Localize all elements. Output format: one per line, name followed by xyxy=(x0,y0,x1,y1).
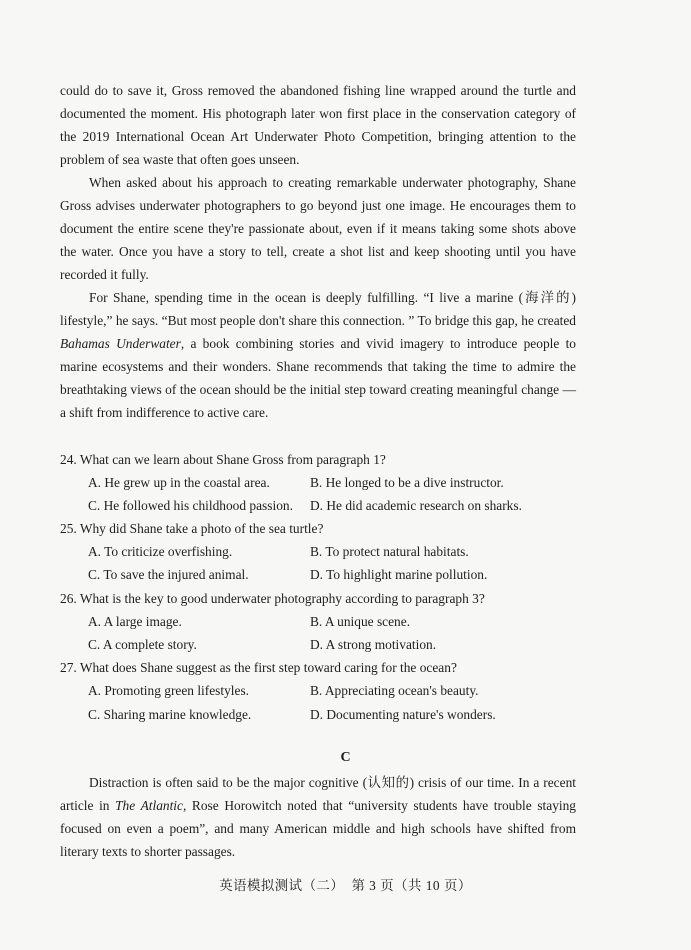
paragraph-3-text-1: For Shane, spending time in the ocean is deeply fulfilling. “I live a marine (海洋的) lifestyle,” he says. “But most people don't share this connection. ” To bridge this gap, he created xyxy=(60,290,576,328)
magazine-title: The Atlantic xyxy=(115,798,183,813)
question-24-stem: 24. What can we learn about Shane Gross from paragraph 1? xyxy=(60,452,386,467)
book-title: Bahamas Underwater xyxy=(60,336,181,351)
question-26-option-a[interactable]: A. A large image. xyxy=(88,614,182,629)
question-27-stem: 27. What does Shane suggest as the first step toward caring for the ocean? xyxy=(60,660,457,675)
section-c-heading: C xyxy=(340,750,351,765)
question-25-stem: 25. Why did Shane take a photo of the sea turtle? xyxy=(60,521,324,536)
question-25-option-b[interactable]: B. To protect natural habitats. xyxy=(310,544,469,559)
passage-b-paragraph-1: could do to save it, Gross removed the abandoned fishing line wrapped around the turtle and documented the moment. His photograph later won first place in the conservation category of the 2019 International Ocean Art Underwater Photo Competition, bringing attention to the problem of sea waste that often goes unseen. xyxy=(60,83,576,167)
question-26-option-b[interactable]: B. A unique scene. xyxy=(310,614,411,629)
passage-c-paragraph-1 xyxy=(60,771,576,863)
question-26-stem: 26. What is the key to good underwater photography according to paragraph 3? xyxy=(60,591,485,606)
question-24-option-b[interactable]: B. He longed to be a dive instructor. xyxy=(310,475,504,490)
question-25-option-c[interactable]: C. To save the injured animal. xyxy=(88,567,249,582)
question-25-option-d[interactable]: D. To highlight marine pollution. xyxy=(310,567,488,582)
passage-c-text-1: Distraction is often said to be the major cognitive (认知的) crisis of our time. In a recent article in xyxy=(60,775,576,813)
question-24-option-d[interactable]: D. He did academic research on sharks. xyxy=(310,498,522,513)
question-24-option-c[interactable]: C. He followed his childhood passion. xyxy=(88,498,293,513)
question-27-option-a[interactable]: A. Promoting green lifestyles. xyxy=(88,683,250,698)
question-27-option-d[interactable]: D. Documenting nature's wonders. xyxy=(310,707,496,722)
passage-c-text-2: , Rose Horowitch noted that “university students have trouble staying focused on even a poem”, and many American middle and high schools have shifted from literary texts to shorter passages. xyxy=(60,798,577,859)
passage-b-paragraph-2: When asked about his approach to creating remarkable underwater photography, Shane Gross advises underwater photographers to go beyond just one image. He encourages them to document the entire scene they're passionate about, even if it means taking some shots above the water. Once you have a story to tell, create a shot list and keep shooting until you have recorded it fully. xyxy=(60,175,576,282)
question-27-option-c[interactable]: C. Sharing marine knowledge. xyxy=(88,707,252,722)
question-25-option-a[interactable]: A. To criticize overfishing. xyxy=(88,544,233,559)
question-27-option-b[interactable]: B. Appreciating ocean's beauty. xyxy=(310,683,479,698)
page-footer: 英语模拟测试（二） 第 3 页（共 10 页） xyxy=(219,878,472,893)
question-26-option-d[interactable]: D. A strong motivation. xyxy=(310,637,437,652)
passage-b-paragraph-3 xyxy=(60,286,576,424)
paragraph-3-text-2: , a book combining stories and vivid imagery to introduce people to marine ecosystems and their wonders. Shane recommends that taking the time to admire the breathtaking views of the ocean should be the initial step toward creating meaningful change — a shift from indifference to active care. xyxy=(60,336,576,420)
question-26-option-c[interactable]: C. A complete story. xyxy=(88,637,197,652)
question-24-option-a[interactable]: A. He grew up in the coastal area. xyxy=(88,475,270,490)
